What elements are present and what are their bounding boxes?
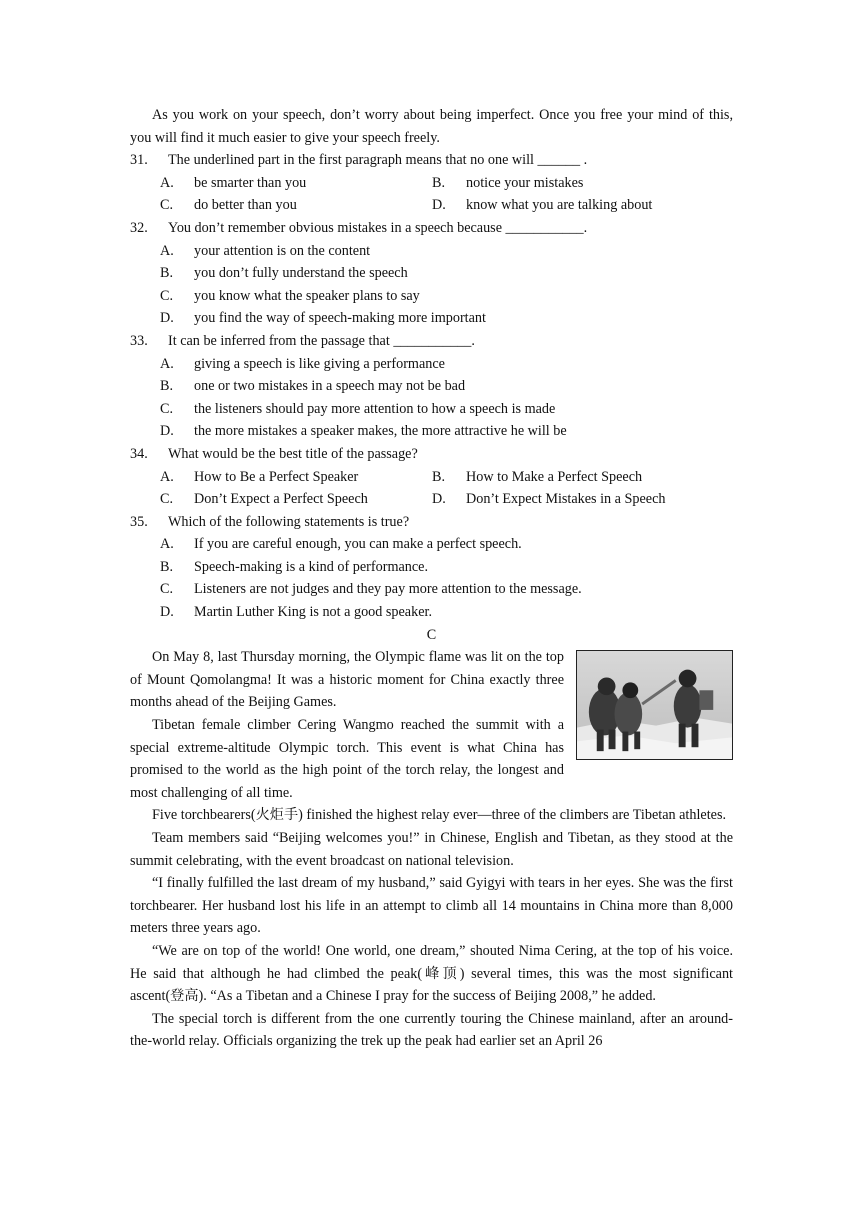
option-label: D. — [160, 604, 174, 621]
option-text: giving a speech is like giving a performance — [194, 355, 445, 372]
question-number: 35. — [130, 513, 148, 530]
document-page — [130, 104, 733, 1053]
climbers-photo — [576, 650, 733, 760]
option-label: D. — [160, 423, 174, 440]
option-text: If you are careful enough, you can make a perfect speech. — [194, 536, 522, 553]
option-label: C. — [160, 287, 174, 304]
option-text: Listeners are not judges and they pay more attention to the message. — [194, 581, 582, 598]
section-c-paragraph: The special torch is different from the one currently touring the Chinese mainland, after an around-the-world relay. Officials organizing the trek up the peak had earlier set an April 26 — [130, 1010, 733, 1050]
question-number: 31. — [130, 152, 148, 169]
option-label: B. — [432, 468, 446, 485]
question-number: 34. — [130, 445, 148, 462]
option-text: How to Make a Perfect Speech — [466, 468, 643, 485]
option-label: D. — [432, 197, 446, 214]
option-text: your attention is on the content — [194, 242, 371, 259]
option-text: the more mistakes a speaker makes, the more attractive he will be — [194, 423, 567, 440]
section-c-paragraph: “We are on top of the world! One world, one dream,” shouted Nima Cering, at the top of his voice. He said that although he had climbed the peak(峰顶) several times, this was the most significant ascent(登高). “As a Tibetan and a Chinese I pray for the success of Beijing 2008,” he added. — [130, 942, 733, 1005]
option-text: you know what the speaker plans to say — [194, 287, 420, 304]
option-label: C. — [160, 491, 174, 508]
question-text: It can be inferred from the passage that ___________. — [168, 332, 475, 349]
option-label: A. — [160, 242, 174, 259]
question-32 — [130, 217, 733, 330]
question-text: Which of the following statements is true? — [168, 513, 410, 530]
question-31 — [130, 149, 733, 217]
option-text: do better than you — [194, 197, 297, 214]
option-label: A. — [160, 536, 174, 553]
section-c-paragraph: Tibetan female climber Cering Wangmo reached the summit with a special extreme-altitude Olympic torch. This event is what China has promised to the world as the high point of the torch relay, the longest and most challenging of all time. — [130, 717, 564, 801]
climbers-photo-image — [577, 651, 732, 759]
question-text: What would be the best title of the passage? — [168, 445, 418, 462]
section-heading: C — [426, 626, 437, 643]
question-35 — [130, 511, 733, 624]
section-c-paragraph: “I finally fulfilled the last dream of my husband,” said Gyigyi with tears in her eyes. She was the first torchbearer. Her husband lost his life in an attempt to climb all 14 mountains in China more than 8,000 meters three years ago. — [130, 875, 733, 937]
question-34 — [130, 443, 733, 511]
option-label: B. — [160, 378, 174, 395]
option-label: D. — [160, 310, 174, 327]
option-label: D. — [432, 491, 446, 508]
option-text: you don’t fully understand the speech — [194, 265, 408, 282]
option-text: Speech-making is a kind of performance. — [194, 558, 429, 575]
option-text: Don’t Expect a Perfect Speech — [194, 491, 368, 508]
option-text: know what you are talking about — [466, 197, 653, 214]
option-label: C. — [160, 400, 174, 417]
question-number: 33. — [130, 332, 148, 349]
section-c-paragraph: On May 8, last Thursday morning, the Olympic flame was lit on the top of Mount Qomolangma! It was a historic moment for China exactly three months ahead of the Beijing Games. — [130, 649, 564, 711]
intro-paragraph: As you work on your speech, don’t worry about being imperfect. Once you free your mind of this, you will find it much easier to give your speech freely. — [130, 107, 733, 146]
section-c-paragraph: Five torchbearers(火炬手) finished the highest relay ever—three of the climbers are Tibetan athletes. — [152, 807, 727, 824]
option-label: A. — [160, 174, 174, 191]
option-label: A. — [160, 468, 174, 485]
option-label: C. — [160, 581, 174, 598]
question-text: The underlined part in the first paragraph means that no one will ______ . — [168, 152, 588, 169]
option-text: one or two mistakes in a speech may not be bad — [194, 378, 466, 395]
section-c-paragraph: Team members said “Beijing welcomes you!” in Chinese, English and Tibetan, as they stood at the summit celebrating, with the event broadcast on national television. — [130, 830, 733, 869]
option-label: A. — [160, 355, 174, 372]
question-33 — [130, 330, 733, 443]
option-text: the listeners should pay more attention to how a speech is made — [194, 400, 556, 417]
option-label: C. — [160, 197, 174, 214]
section-c-body — [130, 646, 733, 1053]
option-label: B. — [160, 265, 174, 282]
question-number: 32. — [130, 219, 148, 236]
option-label: B. — [160, 558, 174, 575]
option-text: Don’t Expect Mistakes in a Speech — [466, 491, 666, 508]
option-label: B. — [432, 174, 446, 191]
option-text: How to Be a Perfect Speaker — [194, 468, 359, 485]
option-text: notice your mistakes — [466, 174, 584, 191]
question-text: You don’t remember obvious mistakes in a speech because ___________. — [168, 219, 588, 236]
option-text: you find the way of speech-making more important — [194, 310, 486, 327]
option-text: Martin Luther King is not a good speaker. — [194, 604, 432, 621]
option-text: be smarter than you — [194, 174, 307, 191]
